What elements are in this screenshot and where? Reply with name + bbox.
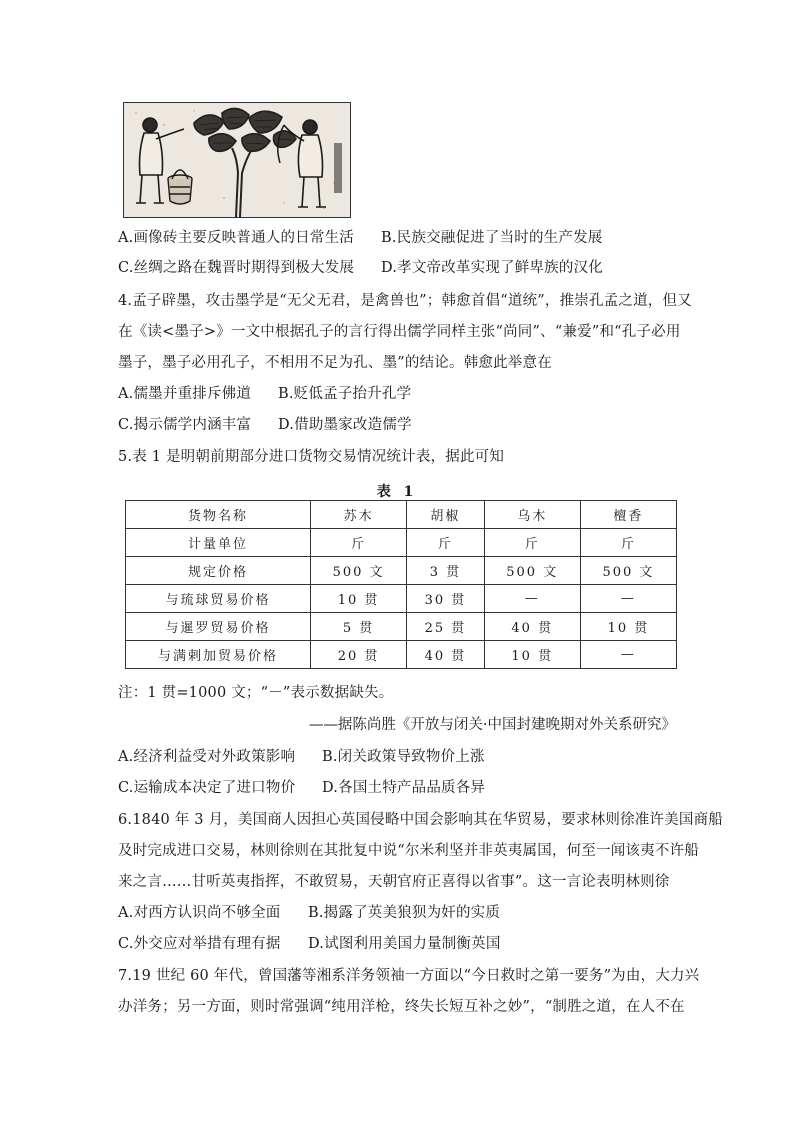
table-cell: 与暹罗贸易价格	[126, 613, 311, 641]
q3-options-row2	[118, 258, 603, 278]
table-cell: 500 文	[311, 557, 407, 585]
q6-option-a[interactable]: A.对西方认识尚不够全面	[118, 905, 281, 921]
table-cell: 5 贯	[311, 613, 407, 641]
table-cell: —	[580, 585, 676, 613]
q6-stem-line2: 及时完成进口交易，林则徐则在其批复中说“尔米利坚并非英夷属国，何至一闻该夷不许船	[118, 843, 699, 859]
q7-stem-line2: 办洋务；另一方面，则时常强调“纯用洋枪，终失长短互补之妙”，“制胜之道，在人不在	[118, 999, 685, 1015]
table-row	[126, 557, 677, 585]
q4-stem-line1: 4.孟子辟墨，攻击墨学是“无父无君，是禽兽也”；韩愈首倡“道统”，推崇孔孟之道，但又	[118, 293, 692, 309]
table-cell: 30 贯	[407, 585, 485, 613]
table-cell: 500 文	[580, 557, 676, 585]
q6-option-b[interactable]: B.揭露了英美狼狈为奸的实质	[308, 905, 501, 921]
table-cell: 与满剌加贸易价格	[126, 641, 311, 669]
q4-options-row1	[118, 384, 411, 404]
table-header-row	[126, 501, 677, 529]
q6-options-row2	[118, 934, 501, 954]
table-cell: 20 贯	[311, 641, 407, 669]
q5-option-a[interactable]: A.经济利益受对外政策影响	[118, 749, 296, 765]
table-row	[126, 613, 677, 641]
table-cell: 10 贯	[484, 641, 580, 669]
q6-stem-line3: 来之言……甘听英夷指挥，不敢贸易，天朝官府正喜得以省事”。这一言论表明林则徐	[118, 874, 670, 890]
table-note: 注：1 贯=1000 文；“－”表示数据缺失。	[118, 685, 394, 701]
table-cell: 25 贯	[407, 613, 485, 641]
q3-option-a[interactable]: A.画像砖主要反映普通人的日常生活	[118, 230, 354, 246]
table-cell: 斤	[311, 529, 407, 557]
q5-options-row1	[118, 747, 485, 767]
brick-relief-image	[123, 102, 351, 218]
table-header-cell: 檀香	[580, 501, 676, 529]
table-cell: —	[484, 585, 580, 613]
q4-options-row2	[118, 415, 412, 435]
table-header-cell: 胡椒	[407, 501, 485, 529]
q5-option-c[interactable]: C.运输成本决定了进口物价	[118, 780, 296, 796]
q3-option-c[interactable]: C.丝绸之路在魏晋时期得到极大发展	[118, 260, 355, 276]
q4-option-b[interactable]: B.贬低孟子抬升孔学	[278, 386, 412, 402]
q4-option-c[interactable]: C.揭示儒学内涵丰富	[118, 417, 252, 433]
table-citation: ——据陈尚胜《开放与闭关·中国封建晚期对外关系研究》	[308, 717, 676, 733]
q7-stem-line1: 7.19 世纪 60 年代，曾国藩等湘系洋务领袖一方面以“今日救时之第一要务”为由，大力兴	[118, 968, 700, 984]
table-header-cell: 苏木	[311, 501, 407, 529]
q5-stem: 5.表 1 是明朝前期部分进口货物交易情况统计表，据此可知	[118, 449, 505, 465]
goods-price-table	[125, 500, 677, 669]
table-caption: 表 1	[376, 484, 418, 500]
table-cell: 10 贯	[311, 585, 407, 613]
q4-option-a[interactable]: A.儒墨并重排斥佛道	[118, 386, 252, 402]
q6-options-row1	[118, 903, 500, 923]
q4-stem-line3: 墨子，墨子必用孔子，不相用不足为孔、墨”的结论。韩愈此举意在	[118, 355, 552, 371]
q5-option-d[interactable]: D.各国土特产品品质各异	[322, 780, 486, 796]
table-cell: 3 贯	[407, 557, 485, 585]
q5-option-b[interactable]: B.闭关政策导致物价上涨	[322, 749, 485, 765]
table-cell: 40 贯	[484, 613, 580, 641]
table-header-cell: 乌木	[484, 501, 580, 529]
q3-option-b[interactable]: B.民族交融促进了当时的生产发展	[381, 230, 603, 246]
table-cell: 规定价格	[126, 557, 311, 585]
q3-option-d[interactable]: D.孝文帝改革实现了鲜卑族的汉化	[381, 260, 603, 276]
table-cell: 与琉球贸易价格	[126, 585, 311, 613]
relief-drawing	[124, 103, 350, 217]
table-cell: 斤	[484, 529, 580, 557]
table-row	[126, 529, 677, 557]
table-row	[126, 585, 677, 613]
table-cell: 计量单位	[126, 529, 311, 557]
q6-option-d[interactable]: D.试图利用美国力量制衡英国	[308, 936, 501, 952]
table-cell: 斤	[580, 529, 676, 557]
table-cell: 10 贯	[580, 613, 676, 641]
table-cell: —	[580, 641, 676, 669]
q3-options-row1	[118, 228, 602, 248]
table-cell: 500 文	[484, 557, 580, 585]
q5-options-row2	[118, 778, 485, 798]
q6-stem-line1: 6.1840 年 3 月，美国商人因担心英国侵略中国会影响其在华贸易，要求林则徐准许美国商船	[118, 812, 723, 828]
table-cell: 斤	[407, 529, 485, 557]
q4-stem-line2: 在《读<墨子>》一文中根据孔子的言行得出儒学同样主张“尚同”、“兼爱”和“孔子必用	[118, 324, 681, 340]
table-cell: 40 贯	[407, 641, 485, 669]
table-row	[126, 641, 677, 669]
q6-option-c[interactable]: C.外交应对举措有理有据	[118, 936, 281, 952]
q4-option-d[interactable]: D.借助墨家改造儒学	[278, 417, 412, 433]
table-header-cell: 货物名称	[126, 501, 311, 529]
